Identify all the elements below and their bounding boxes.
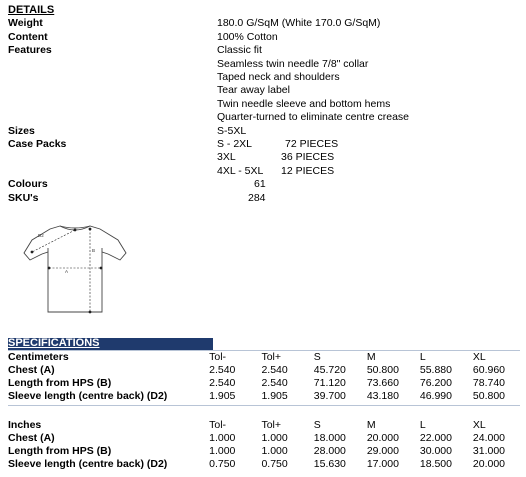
table-cell: 2.540 xyxy=(261,377,288,389)
table-cell: 2.540 xyxy=(209,364,236,376)
table-header-cell: Inches xyxy=(8,419,42,431)
table-cell: 0.750 xyxy=(209,458,236,470)
weight-label: Weight xyxy=(8,17,43,29)
table-cell: 50.800 xyxy=(472,390,506,402)
table-cell: 28.000 xyxy=(313,445,346,457)
diagram-label-b: B xyxy=(92,248,96,253)
table-cell: 45.720 xyxy=(313,364,346,376)
table-row xyxy=(8,445,526,458)
table-row xyxy=(8,432,526,445)
table-header-cell: XL xyxy=(472,419,486,431)
content-label: Content xyxy=(8,31,48,43)
table-cell: 0.750 xyxy=(261,458,288,470)
table-cell: 1.000 xyxy=(261,432,288,444)
specifications-heading: SPECIFICATIONS xyxy=(8,337,100,349)
table-cell: 1.000 xyxy=(209,445,236,457)
table-row xyxy=(8,390,526,403)
table-cell: Chest (A) xyxy=(8,432,55,444)
table-cell: 46.990 xyxy=(419,390,452,402)
table-row xyxy=(8,458,526,471)
table-header-cell: Tol+ xyxy=(261,419,281,431)
case-pack-size: S - 2XL xyxy=(217,138,253,150)
feature-item: Tear away label xyxy=(217,84,290,96)
table-cell: 76.200 xyxy=(419,377,452,389)
colours-value: 61 xyxy=(254,178,266,190)
table-cell: 39.700 xyxy=(313,390,346,402)
case-packs-label: Case Packs xyxy=(8,138,67,150)
table-cell: 2.540 xyxy=(261,364,288,376)
feature-item: Classic fit xyxy=(217,44,262,56)
table-header-cell: M xyxy=(366,351,376,363)
table-cell: 71.120 xyxy=(313,377,346,389)
colours-label: Colours xyxy=(8,178,48,190)
table-header-cell: M xyxy=(366,419,376,431)
weight-value: 180.0 G/SqM (White 170.0 G/SqM) xyxy=(217,17,381,29)
table-header-cell: S xyxy=(313,419,321,431)
section-divider xyxy=(8,405,520,406)
table-cell: 20.000 xyxy=(366,432,399,444)
table-header-cell: Centimeters xyxy=(8,351,69,363)
table-header-row xyxy=(8,419,526,432)
features-label: Features xyxy=(8,44,52,56)
specifications-heading-bar xyxy=(8,338,213,350)
table-cell: 1.905 xyxy=(261,390,288,402)
table-row xyxy=(8,377,526,390)
table-cell: 24.000 xyxy=(472,432,506,444)
case-pack-size: 4XL - 5XL xyxy=(217,165,264,177)
table-cell: Length from HPS (B) xyxy=(8,377,112,389)
sizes-label: Sizes xyxy=(8,125,35,137)
table-cell: 50.800 xyxy=(366,364,399,376)
case-pack-size: 3XL xyxy=(217,151,236,163)
table-cell: 30.000 xyxy=(419,445,452,457)
case-pack-qty: 36 PIECES xyxy=(281,151,335,163)
table-cell: Sleeve length (centre back) (D2) xyxy=(8,390,168,402)
table-header-cell: Tol+ xyxy=(261,351,281,363)
table-cell: 60.960 xyxy=(472,364,506,376)
details-heading: DETAILS xyxy=(8,4,55,16)
feature-item: Twin needle sleeve and bottom hems xyxy=(217,98,391,110)
table-cell: 18.000 xyxy=(313,432,346,444)
tshirt-diagram-icon xyxy=(20,218,130,318)
table-cell: 22.000 xyxy=(419,432,452,444)
table-cell: 1.905 xyxy=(209,390,236,402)
table-header-cell: Tol- xyxy=(209,351,227,363)
content-value: 100% Cotton xyxy=(217,31,278,43)
table-cell: 73.660 xyxy=(366,377,399,389)
skus-value: 284 xyxy=(248,192,266,204)
table-cell: Chest (A) xyxy=(8,364,55,376)
table-cell: 43.180 xyxy=(366,390,399,402)
table-header-cell: Tol- xyxy=(209,419,227,431)
table-cell: 1.000 xyxy=(209,432,236,444)
table-header-cell: L xyxy=(419,419,426,431)
table-cell: 20.000 xyxy=(472,458,506,470)
table-cell: 15.630 xyxy=(313,458,346,470)
table-cell: 55.880 xyxy=(419,364,452,376)
feature-item: Quarter-turned to eliminate centre crease xyxy=(217,111,410,123)
inches-table xyxy=(8,419,526,471)
table-header-cell: L xyxy=(419,351,426,363)
centimeters-table xyxy=(8,351,526,403)
table-header-cell: S xyxy=(313,351,321,363)
table-header-cell: XL xyxy=(472,351,486,363)
table-cell: 1.000 xyxy=(261,445,288,457)
case-pack-qty: 72 PIECES xyxy=(285,138,339,150)
table-cell: 2.540 xyxy=(209,377,236,389)
table-cell: 17.000 xyxy=(366,458,399,470)
table-cell: Sleeve length (centre back) (D2) xyxy=(8,458,168,470)
table-cell: Length from HPS (B) xyxy=(8,445,112,457)
table-header-row xyxy=(8,351,526,364)
diagram-label-d2: D2 xyxy=(38,233,44,238)
table-cell: 31.000 xyxy=(472,445,506,457)
table-cell: 29.000 xyxy=(366,445,399,457)
feature-item: Taped neck and shoulders xyxy=(217,71,340,83)
table-row xyxy=(8,364,526,377)
sizes-value: S-5XL xyxy=(217,125,247,137)
feature-item: Seamless twin needle 7/8" collar xyxy=(217,58,369,70)
case-pack-qty: 12 PIECES xyxy=(281,165,335,177)
skus-label: SKU's xyxy=(8,192,39,204)
table-cell: 18.500 xyxy=(419,458,452,470)
diagram-label-a: A xyxy=(65,269,69,274)
table-cell: 78.740 xyxy=(472,377,506,389)
